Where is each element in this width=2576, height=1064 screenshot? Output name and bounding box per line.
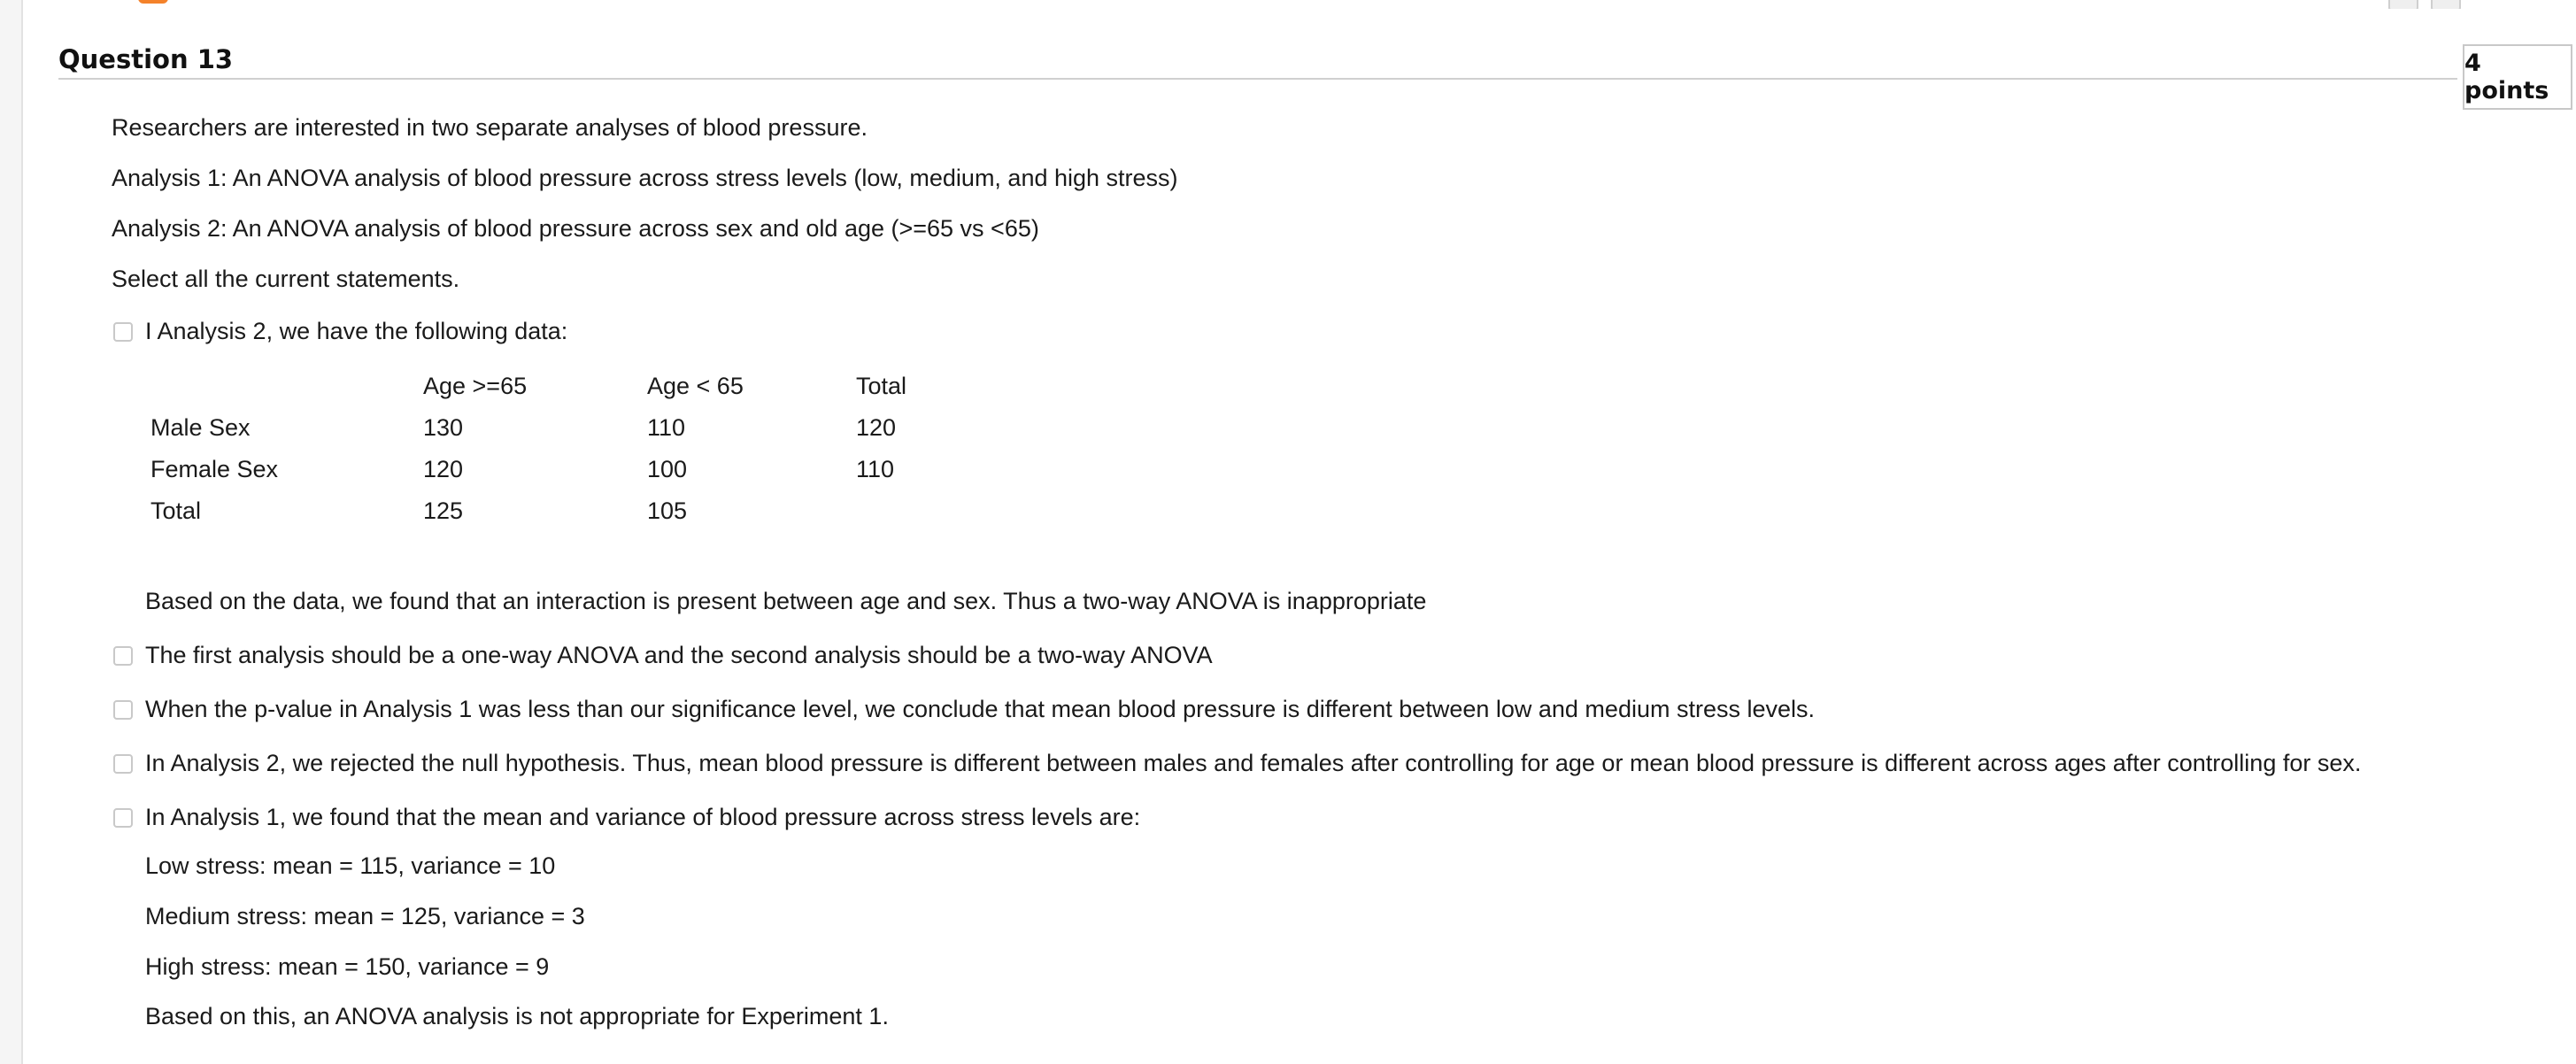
analysis-1-text: Analysis 1: An ANOVA analysis of blood pressure across stress levels (low, medium, and high stress): [112, 165, 1178, 191]
analysis-2-text: Analysis 2: An ANOVA analysis of blood pressure across sex and old age (>=65 vs <65): [112, 215, 1039, 242]
table-cell: 130: [423, 414, 464, 441]
option-4-label[interactable]: In Analysis 2, we rejected the null hypothesis. Thus, mean blood pressure is different between males and females after controlling for age or mean blood pressure is different across ages after controlling for sex.: [145, 750, 2362, 776]
question-intro: Researchers are interested in two separate analyses of blood pressure.: [112, 114, 868, 141]
table-cell: 120: [423, 456, 464, 482]
question-header: [58, 42, 2457, 80]
table-row-label: Female Sex: [150, 456, 279, 482]
option-1-label[interactable]: I Analysis 2, we have the following data:: [145, 318, 568, 344]
top-badge-icon: [138, 0, 168, 4]
option-5-detail-medium: Medium stress: mean = 125, variance = 3: [145, 903, 585, 929]
table-cell: 105: [647, 497, 688, 524]
table-row-label: Male Sex: [150, 414, 251, 441]
option-4-checkbox[interactable]: [113, 754, 133, 774]
option-3-checkbox[interactable]: [113, 700, 133, 720]
table-cell: 100: [647, 456, 688, 482]
left-rail: [0, 0, 23, 1064]
table-header-cell: Total: [856, 373, 907, 399]
nav-next-button[interactable]: [2431, 0, 2461, 9]
option-3-label[interactable]: When the p-value in Analysis 1 was less than our significance level, we conclude that mean blood pressure is different between low and medium stress levels.: [145, 696, 1816, 722]
table-cell: 125: [423, 497, 464, 524]
option-1-followup: Based on the data, we found that an interaction is present between age and sex. Thus a two-way ANOVA is inappropriate: [145, 588, 1427, 614]
question-title: Question 13: [58, 44, 234, 74]
points-badge: 4 points: [2463, 44, 2572, 110]
table-cell: 110: [647, 414, 686, 441]
option-2-label[interactable]: The first analysis should be a one-way ANOVA and the second analysis should be a two-way ANOVA: [145, 642, 1213, 668]
option-1-checkbox[interactable]: [113, 322, 133, 342]
option-5-detail-conclusion: Based on this, an ANOVA analysis is not appropriate for Experiment 1.: [145, 1003, 889, 1029]
table-cell: 110: [856, 456, 895, 482]
top-strip: [21, 0, 2576, 9]
table-cell: 120: [856, 414, 897, 441]
instruction-text: Select all the current statements.: [112, 266, 460, 292]
nav-prev-button[interactable]: [2388, 0, 2418, 9]
option-2-checkbox[interactable]: [113, 646, 133, 666]
option-5-detail-low: Low stress: mean = 115, variance = 10: [145, 852, 556, 879]
table-header-cell: Age < 65: [647, 373, 744, 399]
table-header-cell: Age >=65: [423, 373, 528, 399]
option-5-detail-high: High stress: mean = 150, variance = 9: [145, 953, 550, 980]
table-row-label: Total: [150, 497, 202, 524]
option-5-checkbox[interactable]: [113, 808, 133, 828]
option-5-label[interactable]: In Analysis 1, we found that the mean and variance of blood pressure across stress levels are:: [145, 804, 1141, 830]
